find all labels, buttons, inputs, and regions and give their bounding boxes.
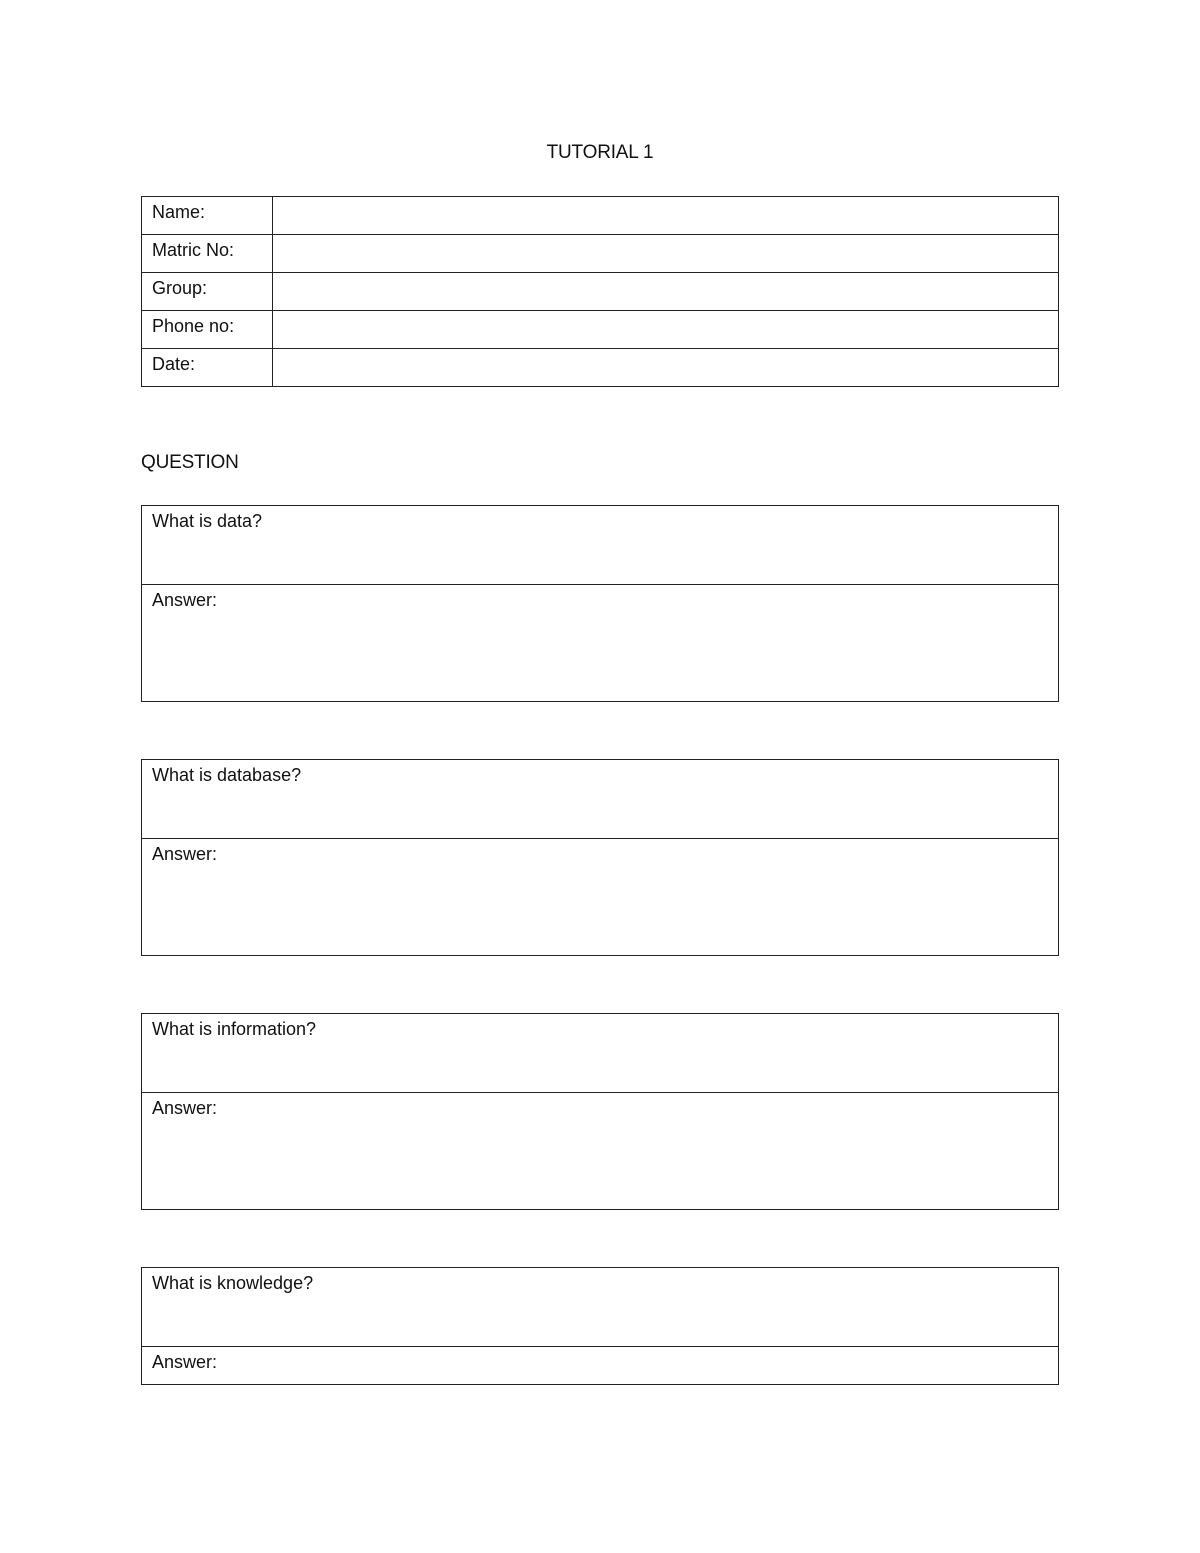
question-text: What is knowledge? [142,1268,1059,1347]
answer-box[interactable]: Answer: [142,839,1059,956]
info-value-phone[interactable] [273,311,1059,349]
answer-box[interactable]: Answer: [142,585,1059,702]
student-info-table [141,196,1059,387]
info-label-group: Group: [142,273,273,311]
question-row [142,1268,1059,1347]
info-label-date: Date: [142,349,273,387]
question-block-1 [141,505,1059,702]
question-block-2 [141,759,1059,956]
info-label-matric: Matric No: [142,235,273,273]
info-row-group [142,273,1059,311]
question-block-3 [141,1013,1059,1210]
answer-row [142,839,1059,956]
info-value-name[interactable] [273,197,1059,235]
page-title: TUTORIAL 1 [546,142,654,163]
question-block-4 [141,1267,1059,1385]
answer-box[interactable]: Answer: [142,1347,1059,1385]
info-row-phone [142,311,1059,349]
question-row [142,760,1059,839]
answer-box[interactable]: Answer: [142,1093,1059,1210]
info-value-matric[interactable] [273,235,1059,273]
section-heading: QUESTION [141,452,239,473]
info-label-phone: Phone no: [142,311,273,349]
answer-row [142,1093,1059,1210]
info-row-name [142,197,1059,235]
info-row-matric [142,235,1059,273]
info-value-group[interactable] [273,273,1059,311]
question-text: What is information? [142,1014,1059,1093]
question-text: What is data? [142,506,1059,585]
info-row-date [142,349,1059,387]
question-row [142,506,1059,585]
question-text: What is database? [142,760,1059,839]
question-row [142,1014,1059,1093]
answer-row [142,585,1059,702]
info-label-name: Name: [142,197,273,235]
info-value-date[interactable] [273,349,1059,387]
answer-row [142,1347,1059,1385]
